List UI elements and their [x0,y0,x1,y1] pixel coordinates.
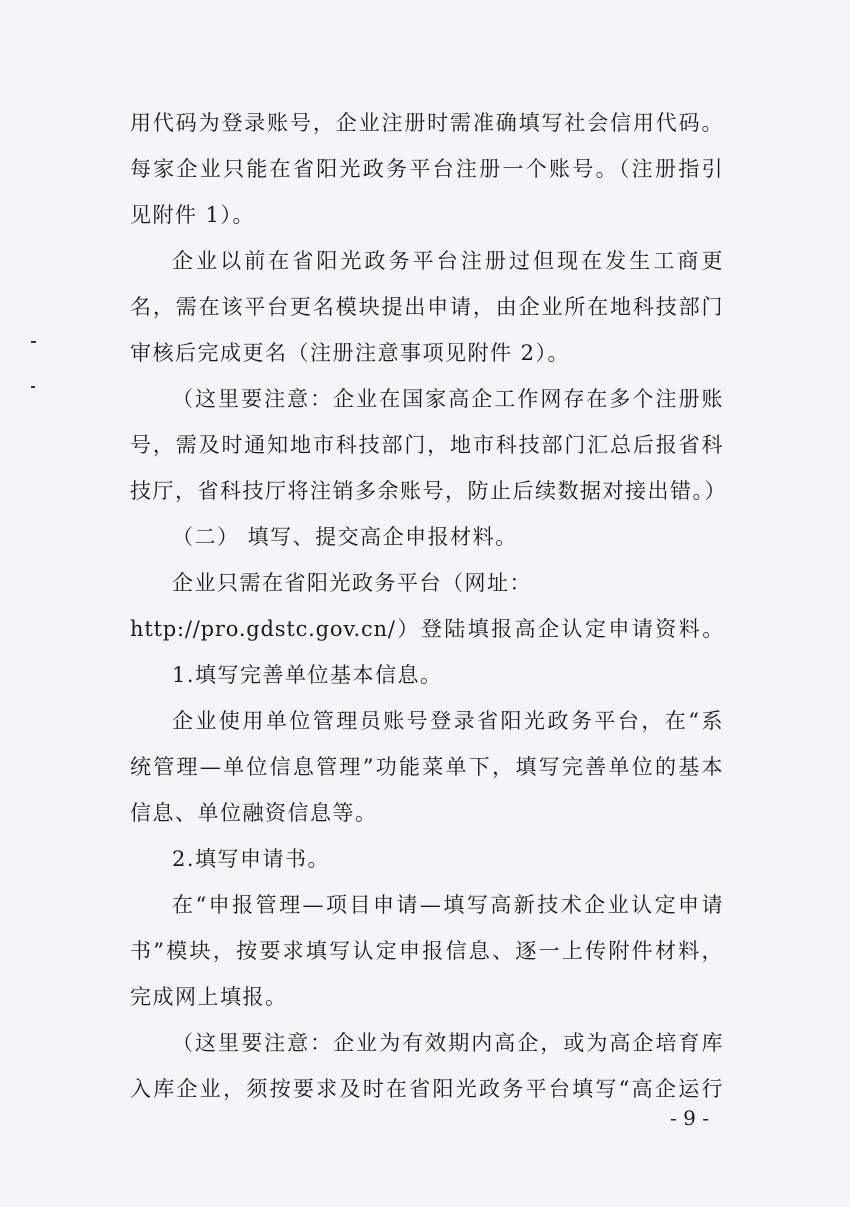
text-line: 完成网上填报。 [130,985,288,1009]
page-number: - 9 - [670,1106,709,1130]
margin-mark [31,386,35,388]
text-line: 见附件 1）。 [130,203,256,227]
text-line: 入库企业，须按要求及时在省阳光政务平台填写“高企运行 [130,1077,724,1101]
text-line: 在“申报管理—项目申请—填写高新技术企业认定申请 [172,893,724,917]
text-line: 企业以前在省阳光政务平台注册过但现在发生工商更 [172,249,724,273]
text-line: 号，需及时通知地市科技部门，地市科技部门汇总后报省科 [130,433,724,457]
text-line: http://pro.gdstc.gov.cn/）登陆填报高企认定申请资料。 [130,617,724,641]
text-line: 每家企业只能在省阳光政务平台注册一个账号。（注册指引 [130,157,724,181]
section-heading: （二） 填写、提交高企申报材料。 [172,525,518,549]
text-line: （这里要注意：企业在国家高企工作网存在多个注册账 [172,387,724,411]
text-line: 企业使用单位管理员账号登录省阳光政务平台，在“系 [172,709,724,733]
subsection-heading: 2.填写申请书。 [172,847,331,871]
text-line: （这里要注意：企业为有效期内高企，或为高企培育库 [172,1031,724,1055]
text-line: 书”模块，按要求填写认定申报信息、逐一上传附件材料， [130,939,724,963]
text-line: 名，需在该平台更名模块提出申请，由企业所在地科技部门 [130,295,724,319]
margin-mark [31,341,36,343]
text-line: 统管理—单位信息管理”功能菜单下，填写完善单位的基本 [130,755,724,779]
text-line: 用代码为登录账号，企业注册时需准确填写社会信用代码。 [130,111,724,135]
text-line: 技厅，省科技厅将注销多余账号，防止后续数据对接出错。） [130,479,727,503]
text-line: 企业只需在省阳光政务平台（网址： [172,571,532,595]
body-text [130,100,727,1112]
text-line: 信息、单位融资信息等。 [130,801,378,825]
text-line: 审核后完成更名（注册注意事项见附件 2）。 [130,341,571,365]
subsection-heading: 1.填写完善单位基本信息。 [172,663,443,687]
